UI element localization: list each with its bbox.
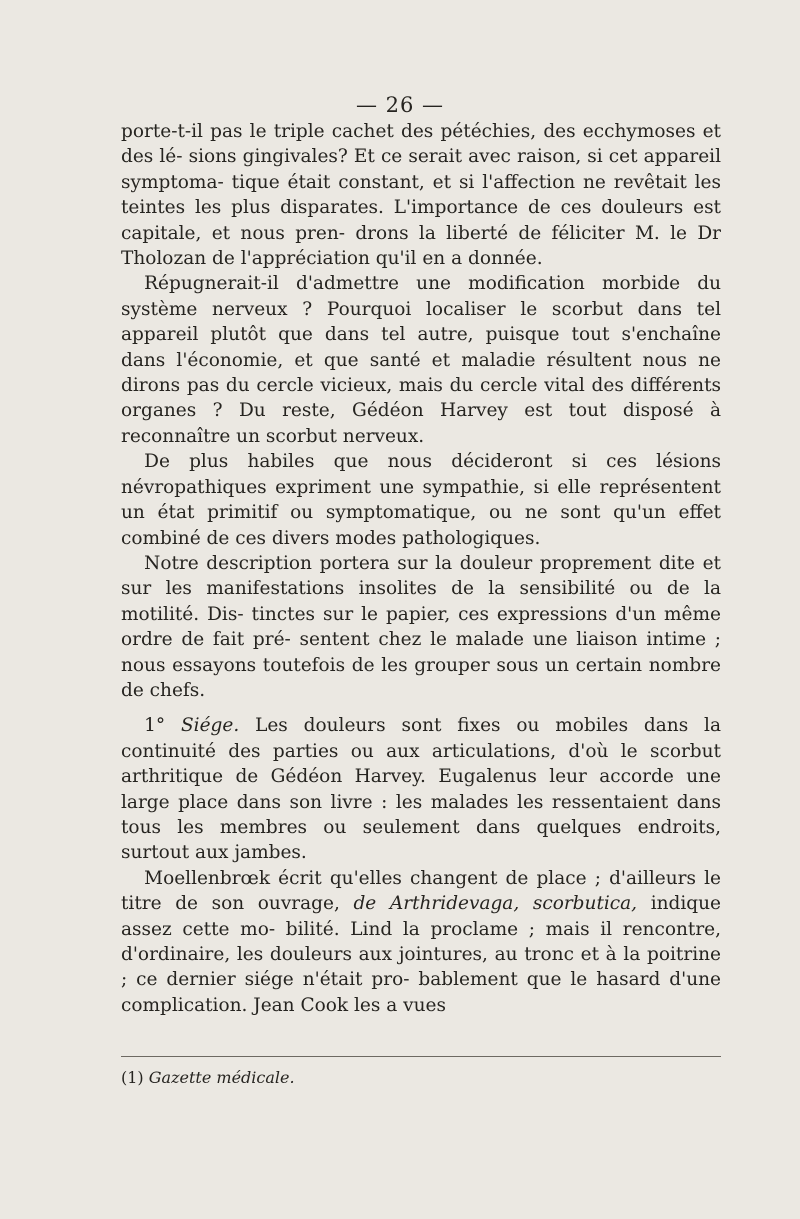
paragraph-6-text-a: Moellenbrœk écrit qu'elles changent de place ; d'ailleurs le titre de son ouvrage, (121, 867, 721, 915)
paragraph-5-text: Les douleurs sont fixes ou mobiles dans la continuité des parties ou aux articulations, d'où le scorbut arthritique de Gédéon Harvey. Eugalenus leur accorde une large place dans son livre : les malades les ressentaient dans tous les membres ou seulement dans quelques endroits, surtout aux jambes. (121, 715, 721, 864)
paragraph-5 (121, 713, 721, 865)
paragraph-3: De plus habiles que nous décideront si ces lésions névropathiques expriment une sympathie, si elle représentent un état primitif ou symptomatique, ou ne sont qu'un effet combiné de ces divers modes pathologiques. (121, 451, 721, 549)
section-heading: Siége. (181, 715, 240, 737)
paragraph-4: Notre description portera sur la douleur proprement dite et sur les manifestations insolites de la sensibilité ou de la motilité. Dis- tinctes sur le papier, ces expressions d'un même ordre de fait pré- sentent chez le malade une liaison intime ; nous essayons toutefois de les grouper sous un certain nombre de chefs. (121, 552, 721, 701)
section-number: 1° (144, 715, 166, 737)
footnote-rule (121, 1056, 721, 1057)
body-text (121, 119, 721, 1018)
work-title: de Arthridevaga, scorbutica, (353, 893, 638, 915)
paragraph-1: porte-t-il pas le triple cachet des pétéchies, des ecchymoses et des lé- sions gingivales? Et ce serait avec raison, si cet appareil symptoma- tique était constant, et si l'affection ne revêtait les teintes les plus disparates. L'importance de ces douleurs est capitale, et nous pren- drons la liberté de féliciter M. le Dr Tholozan de l'appréciation qu'il en a donnée. (121, 121, 721, 270)
paragraph-6-text-b: indique assez cette mo- bilité. Lind la proclame ; mais il rencontre, d'ordinaire, les douleurs aux jointures, au tronc et à la poitrine ; ce dernier siége n'était pro- bablement que le hasard d'une complication. Jean Cook les a vues (121, 893, 721, 1016)
paragraph-2: Répugnerait-il d'admettre une modification morbide du système nerveux ? Pourquoi localiser le scorbut dans tel appareil plutôt que dans tel autre, puisque tout s'enchaîne dans l'économie, et que santé et maladie résultent nous ne dirons pas du cercle vicieux, mais du cercle vital des différents organes ? Du reste, Gédéon Harvey est tout disposé à reconnaître un scorbut nerveux. (121, 273, 721, 447)
footnote (121, 1067, 721, 1089)
footnote-source: Gazette médicale. (148, 1068, 295, 1087)
page-number: — 26 — (355, 93, 445, 117)
footnote-marker: (1) (121, 1068, 144, 1087)
paragraph-6 (121, 866, 721, 1018)
